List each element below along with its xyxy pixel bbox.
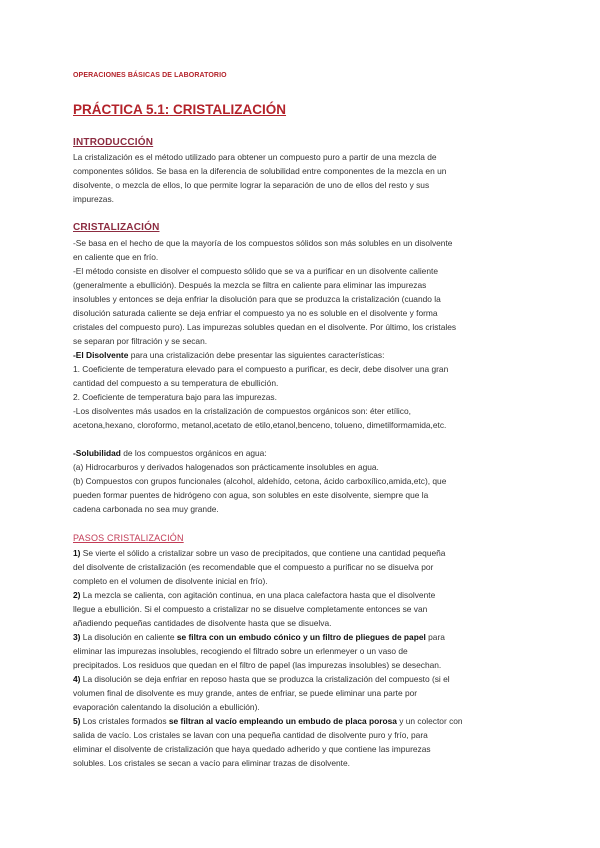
step-text: Los cristales formados	[80, 716, 169, 726]
step-3	[73, 630, 533, 644]
steps-heading: PASOS CRISTALIZACIÓN	[73, 533, 184, 543]
disolvente-text: para una cristalización debe presentar las siguientes características:	[128, 350, 385, 360]
step-text: solubles. Los cristales se secan a vacío para eliminar trazas de disolvente.	[73, 758, 350, 768]
solubility-text: de los compuestos orgánicos en agua:	[120, 448, 267, 458]
step-text: del disolvente de cristalización (es recomendable que el compuesto a purificar no se disuelva por	[73, 562, 434, 572]
step-text: y un colector con	[396, 716, 463, 726]
crist-line: en caliente que en frío.	[73, 252, 159, 262]
step-number: 4)	[73, 674, 81, 684]
step-number: 2)	[73, 590, 81, 600]
step-text: completo en el volumen de disolvente inicial en frío).	[73, 576, 268, 586]
solubility-line: (b) Compuestos con grupos funcionales (alcohol, aldehído, cetona, ácido carboxílico,amida,etc), que	[73, 476, 447, 486]
crist-line: -Se basa en el hecho de que la mayoría de los compuestos sólidos son más solubles en un disolvente	[73, 238, 453, 248]
crist-line: -Los disolventes más usados en la cristalización de compuestos orgánicos son: éter etílico,	[73, 406, 411, 416]
step-text: La mezcla se calienta, con agitación continua, en una placa calefactora hasta que el disolvente	[80, 590, 436, 600]
step-2	[73, 588, 533, 602]
solubility-term: -Solubilidad	[73, 448, 121, 458]
step-text: eliminar el disolvente de cristalización que haya quedado adherido y que contiene las impurezas	[73, 744, 431, 754]
step-text: eliminar las impurezas insolubles, recogiendo el filtrado sobre un erlenmeyer o un vaso de	[73, 646, 408, 656]
title-prefix: PRÁCTICA 5.1:	[73, 102, 170, 117]
crist-line: 1. Coeficiente de temperatura elevado para el compuesto a purificar, es decir, debe disolver una gran	[73, 364, 449, 374]
step-text: volumen final de disolvente es muy grande, antes de enfriar, se puede eliminar una parte por	[73, 688, 418, 698]
step-5	[73, 714, 533, 728]
intro-line: componentes sólidos. Se basa en la diferencia de solubilidad entre componentes de la mezcla en un	[73, 166, 447, 176]
intro-line: impurezas.	[73, 194, 114, 204]
step-text: La disolución se deja enfriar en reposo hasta que se produzca la cristalización del compuesto (si el	[80, 674, 450, 684]
intro-line: disolvente, o mezcla de ellos, lo que permite lograr la separación de uno de ellos del resto y sus	[73, 180, 430, 190]
step-1	[73, 546, 533, 560]
crist-line: 2. Coeficiente de temperatura bajo para las impurezas.	[73, 392, 277, 402]
step-text: precipitados. Los residuos que quedan en el filtro de papel (las impurezas insolubles) se desechan.	[73, 660, 442, 670]
solubility-line: (a) Hidrocarburos y derivados halogenados son prácticamente insolubles en agua.	[73, 462, 379, 472]
disolvente-term: -El Disolvente	[73, 350, 129, 360]
step-text: para	[425, 632, 445, 642]
step-number: 5)	[73, 716, 81, 726]
step-text: añadiendo pequeñas cantidades de disolvente hasta que se disuelva.	[73, 618, 332, 628]
intro-paragraph	[73, 150, 533, 206]
step-text: llegue a ebullición. Si el compuesto a cristalizar no se disuelve completamente entonces se van	[73, 604, 428, 614]
step-emphasis: se filtra con un embudo cónico y un filtro de pliegues de papel	[176, 632, 426, 642]
step-number: 1)	[73, 548, 81, 558]
crist-heading: CRISTALIZACIÓN	[73, 222, 160, 233]
step-text: Se vierte el sólido a cristalizar sobre un vaso de precipitados, que contiene una cantidad pequeña	[80, 548, 446, 558]
crist-line: se separan por filtración y se secan.	[73, 336, 208, 346]
step-text: salida de vacío. Los cristales se lavan con una pequeña cantidad de disolvente puro y frío, para	[73, 730, 428, 740]
step-text: La disolución en caliente	[80, 632, 177, 642]
crist-line: (generalmente a ebullición). Después la mezcla se filtra en caliente para eliminar las impurezas	[73, 280, 427, 290]
crist-line: cristales del compuesto puro). Las impurezas solubles quedan en el disolvente. Por último, los cristales	[73, 322, 457, 332]
step-number: 3)	[73, 632, 81, 642]
title-main: CRISTALIZACIÓN	[173, 102, 287, 117]
solubility-line	[73, 446, 533, 460]
disolvente-line	[73, 348, 533, 362]
step-4	[73, 672, 533, 686]
crist-line: cantidad del compuesto a su temperatura de ebullición.	[73, 378, 279, 388]
crist-line: -El método consiste en disolver el compuesto sólido que se va a purificar en un disolvente caliente	[73, 266, 438, 276]
page-title	[73, 102, 286, 117]
step-text: evaporación calentando la disolución a ebullición).	[73, 702, 260, 712]
step-emphasis: se filtran al vacío empleando un embudo de placa porosa	[168, 716, 397, 726]
crist-paragraph	[73, 236, 533, 432]
course-header: OPERACIONES BÁSICAS DE LABORATORIO	[73, 72, 227, 79]
steps-list	[73, 546, 533, 770]
intro-line: La cristalización es el método utilizado para obtener un compuesto puro a partir de una mezcla de	[73, 152, 437, 162]
solubility-line: cadena carbonada no sea muy grande.	[73, 504, 219, 514]
crist-line: acetona,hexano, cloroformo, metanol,acetato de etilo,etanol,benceno, tolueno, dimetilformamida,etc.	[73, 420, 447, 430]
intro-heading: INTRODUCCIÓN	[73, 137, 154, 148]
crist-line: insolubles y entonces se deja enfriar la disolución para que se produzca la cristalización (cuando la	[73, 294, 441, 304]
solubility-line: pueden formar puentes de hidrógeno con agua, son solubles en este disolvente, siempre que la	[73, 490, 429, 500]
crist-line: disolución saturada caliente se deja enfriar el compuesto ya no es soluble en el disolvente y forma	[73, 308, 438, 318]
solubility-paragraph	[73, 446, 533, 516]
